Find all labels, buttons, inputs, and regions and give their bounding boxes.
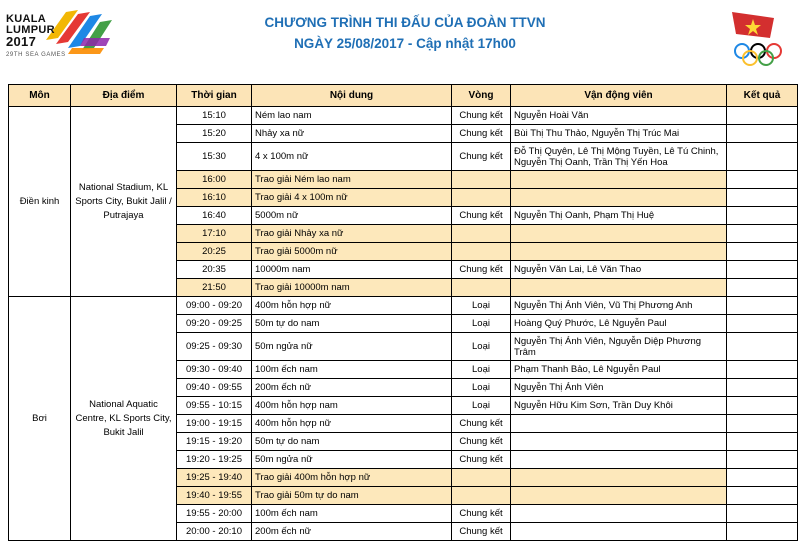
venue-cell: National Stadium, KL Sports City, Bukit Jalil / Putrajaya <box>71 107 177 297</box>
page-subtitle: NGÀY 25/08/2017 - Cập nhật 17h00 <box>294 36 516 51</box>
time-cell: 15:10 <box>177 107 252 125</box>
round-cell: Chung kết <box>452 107 511 125</box>
event-cell: 4 x 100m nữ <box>252 143 452 171</box>
event-cell: Nhảy xa nữ <box>252 125 452 143</box>
event-cell: 10000m nam <box>252 261 452 279</box>
time-cell: 19:55 - 20:00 <box>177 505 252 523</box>
time-cell: 09:00 - 09:20 <box>177 297 252 315</box>
event-cell: Trao giải 4 x 100m nữ <box>252 189 452 207</box>
round-cell <box>452 469 511 487</box>
round-cell: Chung kết <box>452 523 511 541</box>
event-cell: 200m ếch nữ <box>252 523 452 541</box>
sport-cell: Bơi <box>9 297 71 541</box>
round-cell: Chung kết <box>452 433 511 451</box>
col-header-venue: Địa điểm <box>71 85 177 107</box>
round-cell: Loại <box>452 361 511 379</box>
result-cell <box>727 415 798 433</box>
athletes-cell <box>511 469 727 487</box>
athletes-cell: Nguyễn Văn Lai, Lê Văn Thao <box>511 261 727 279</box>
round-cell: Loại <box>452 397 511 415</box>
result-cell <box>727 125 798 143</box>
event-cell: 5000m nữ <box>252 207 452 225</box>
result-cell <box>727 433 798 451</box>
round-cell: Chung kết <box>452 125 511 143</box>
result-cell <box>727 379 798 397</box>
round-cell <box>452 171 511 189</box>
event-cell: 50m ngửa nữ <box>252 451 452 469</box>
event-cell: 400m hỗn hợp nữ <box>252 297 452 315</box>
time-cell: 09:30 - 09:40 <box>177 361 252 379</box>
event-cell: Ném lao nam <box>252 107 452 125</box>
schedule-body <box>9 107 798 541</box>
athletes-cell <box>511 225 727 243</box>
athletes-cell <box>511 189 727 207</box>
result-cell <box>727 333 798 361</box>
athletes-cell: Nguyễn Hữu Kim Sơn, Trần Duy Khôi <box>511 397 727 415</box>
athletes-cell <box>511 487 727 505</box>
time-cell: 19:40 - 19:55 <box>177 487 252 505</box>
round-cell <box>452 189 511 207</box>
athletes-cell: Phạm Thanh Bảo, Lê Nguyễn Paul <box>511 361 727 379</box>
athletes-cell: Nguyễn Thị Ánh Viên, Vũ Thị Phương Anh <box>511 297 727 315</box>
result-cell <box>727 361 798 379</box>
time-cell: 16:10 <box>177 189 252 207</box>
athletes-cell <box>511 451 727 469</box>
schedule-table <box>8 84 798 541</box>
athletes-cell <box>511 505 727 523</box>
result-cell <box>727 189 798 207</box>
result-cell <box>727 243 798 261</box>
event-cell: 200m ếch nữ <box>252 379 452 397</box>
round-cell: Loại <box>452 379 511 397</box>
round-cell <box>452 487 511 505</box>
event-cell: Trao giải 50m tự do nam <box>252 487 452 505</box>
col-header-result: Kết quả <box>727 85 798 107</box>
round-cell: Loại <box>452 315 511 333</box>
title-block <box>170 12 640 54</box>
round-cell <box>452 243 511 261</box>
logo-line-3: 2017 <box>6 34 37 49</box>
sport-cell: Điền kinh <box>9 107 71 297</box>
col-header-event: Nội dung <box>252 85 452 107</box>
athletes-cell: Bùi Thị Thu Thảo, Nguyễn Thị Trúc Mai <box>511 125 727 143</box>
round-cell: Chung kết <box>452 207 511 225</box>
result-cell <box>727 279 798 297</box>
result-cell <box>727 297 798 315</box>
result-cell <box>727 487 798 505</box>
table-row <box>9 297 798 315</box>
athletes-cell <box>511 433 727 451</box>
round-cell: Chung kết <box>452 415 511 433</box>
event-cell: 100m ếch nam <box>252 505 452 523</box>
event-cell: Trao giải Ném lao nam <box>252 171 452 189</box>
athletes-cell <box>511 415 727 433</box>
round-cell <box>452 225 511 243</box>
athletes-cell <box>511 171 727 189</box>
table-row <box>9 107 798 125</box>
event-cell: 50m tự do nam <box>252 315 452 333</box>
vietnam-olympic-emblem <box>730 8 800 68</box>
result-cell <box>727 397 798 415</box>
page-header <box>0 0 805 80</box>
result-cell <box>727 469 798 487</box>
time-cell: 20:00 - 20:10 <box>177 523 252 541</box>
event-cell: Trao giải 10000m nam <box>252 279 452 297</box>
round-cell <box>452 279 511 297</box>
table-header-row <box>9 85 798 107</box>
time-cell: 20:25 <box>177 243 252 261</box>
venue-cell: National Aquatic Centre, KL Sports City, Bukit Jalil <box>71 297 177 541</box>
col-header-round: Vòng <box>452 85 511 107</box>
result-cell <box>727 143 798 171</box>
result-cell <box>727 523 798 541</box>
time-cell: 19:20 - 19:25 <box>177 451 252 469</box>
time-cell: 09:20 - 09:25 <box>177 315 252 333</box>
athletes-cell: Nguyễn Thị Ánh Viên <box>511 379 727 397</box>
time-cell: 20:35 <box>177 261 252 279</box>
event-cell: 100m ếch nam <box>252 361 452 379</box>
athletes-cell <box>511 279 727 297</box>
time-cell: 19:15 - 19:20 <box>177 433 252 451</box>
event-cell: 50m ngửa nữ <box>252 333 452 361</box>
time-cell: 16:00 <box>177 171 252 189</box>
result-cell <box>727 261 798 279</box>
athletes-cell: Nguyễn Thị Ánh Viên, Nguyễn Diệp Phương Trâm <box>511 333 727 361</box>
athletes-cell: Nguyễn Hoài Văn <box>511 107 727 125</box>
result-cell <box>727 315 798 333</box>
result-cell <box>727 207 798 225</box>
event-cell: 50m tự do nam <box>252 433 452 451</box>
page-title: CHƯƠNG TRÌNH THI ĐẤU CỦA ĐOÀN TTVN <box>264 15 546 30</box>
logo-subtitle: 29TH SEA GAMES <box>6 52 66 58</box>
logo-line-1: KUALA <box>6 13 46 25</box>
event-cell: Trao giải 400m hỗn hợp nữ <box>252 469 452 487</box>
result-cell <box>727 171 798 189</box>
time-cell: 09:40 - 09:55 <box>177 379 252 397</box>
result-cell <box>727 505 798 523</box>
time-cell: 15:20 <box>177 125 252 143</box>
round-cell: Chung kết <box>452 505 511 523</box>
athletes-cell <box>511 523 727 541</box>
col-header-sport: Môn <box>9 85 71 107</box>
event-cell: Trao giải 5000m nữ <box>252 243 452 261</box>
col-header-time: Thời gian <box>177 85 252 107</box>
round-cell: Chung kết <box>452 143 511 171</box>
time-cell: 21:50 <box>177 279 252 297</box>
col-header-athletes: Vận động viên <box>511 85 727 107</box>
time-cell: 09:55 - 10:15 <box>177 397 252 415</box>
event-cell: 400m hỗn hợp nam <box>252 397 452 415</box>
result-cell <box>727 107 798 125</box>
event-cell: 400m hỗn hợp nữ <box>252 415 452 433</box>
time-cell: 19:00 - 19:15 <box>177 415 252 433</box>
athletes-cell: Đỗ Thị Quyên, Lê Thị Mộng Tuyền, Lê Tú Chinh, Nguyễn Thị Oanh, Trần Thị Yến Hoa <box>511 143 727 171</box>
time-cell: 09:25 - 09:30 <box>177 333 252 361</box>
time-cell: 19:25 - 19:40 <box>177 469 252 487</box>
result-cell <box>727 225 798 243</box>
round-cell: Chung kết <box>452 451 511 469</box>
athletes-cell <box>511 243 727 261</box>
result-cell <box>727 451 798 469</box>
time-cell: 15:30 <box>177 143 252 171</box>
athletes-cell: Hoàng Quý Phước, Lê Nguyễn Paul <box>511 315 727 333</box>
round-cell: Loại <box>452 333 511 361</box>
round-cell: Chung kết <box>452 261 511 279</box>
logo-line-2: LUMPUR <box>6 24 55 36</box>
time-cell: 17:10 <box>177 225 252 243</box>
event-cell: Trao giải Nhảy xa nữ <box>252 225 452 243</box>
time-cell: 16:40 <box>177 207 252 225</box>
athletes-cell: Nguyễn Thị Oanh, Phạm Thị Huệ <box>511 207 727 225</box>
round-cell: Loại <box>452 297 511 315</box>
